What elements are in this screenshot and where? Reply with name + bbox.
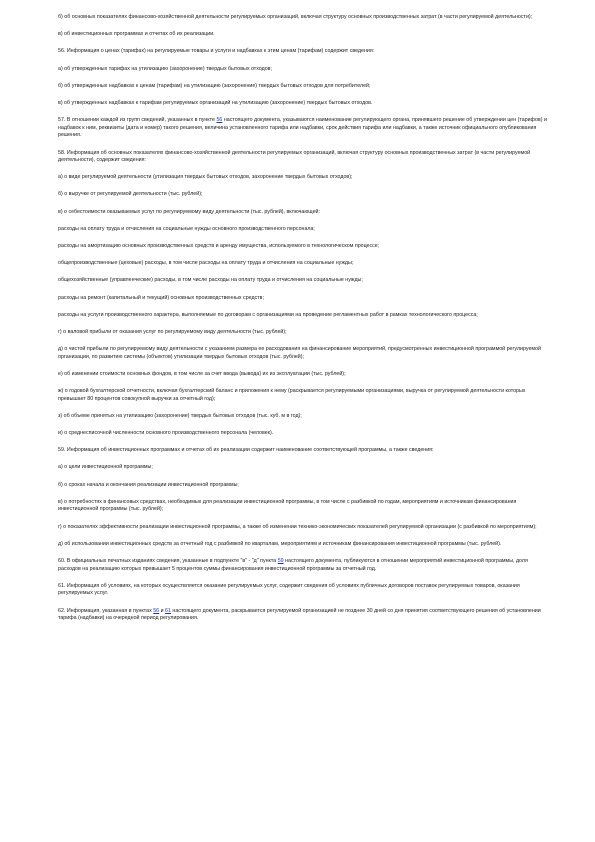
paragraph-58-v-4: общехозяйственные (управленческие) расходы, в том числе расходы на оплату труда и отчисления на социальные нужды; [58,277,363,284]
document-page [58,14,548,632]
paragraph-59-g: г) о показателях эффективности реализации инвестиционной программы, а также об изменении технико-экономических показателей регулируемой организации (с разбивкой по мероприятиям); [58,523,537,530]
paragraph-59-v: в) о потребностях в финансовых средствах, необходимых для реализации инвестиционной программы, в том числе с разбивкой по годам, мероприятиям и источникам финансирования инвестиционной программы (тыс. рублей); [58,498,517,513]
paragraph-56: 56. Информация о ценах (тарифах) на регулируемые товары и услуги и надбавках к этим ценам (тарифам) содержит сведения: [58,48,375,55]
link-item-56-b[interactable]: 56 [153,607,160,614]
paragraph-58-e: е) об изменении стоимости основных фондов, в том числе за счет ввода (вывода) их из эксплуатации (тыс. рублей); [58,370,346,377]
paragraph-59-a: а) о цели инвестиционной программы; [58,464,153,471]
paragraph-58-g: г) о валовой прибыли от оказания услуг по регулируемому виду деятельности (тыс. рублей); [58,328,287,335]
paragraph-58-i: и) о среднесписочной численности основного производственного персонала (человек). [58,430,274,437]
paragraph-58: 58. Информация об основных показателях финансово-хозяйственной деятельности регулируемых организаций, включая структуру основных производственных затрат (в части регулируемой деятельности), содержит сведения: [58,149,531,164]
paragraph-56-a: а) об утвержденных тарифах на утилизацию (захоронение) твердых бытовых отходов; [58,65,272,72]
paragraph-58-b: б) о выручке от регулируемой деятельности (тыс. рублей); [58,191,203,198]
paragraph-55-v: в) об инвестиционных программах и отчетах об их реализации. [58,31,215,38]
paragraph-58-v-1: расходы на оплату труда и отчисления на социальные нужды основного производственного персонала; [58,225,315,232]
paragraph-59-d: д) об использовании инвестиционных средств за отчетный год с разбивкой по кварталам, мероприятиям и источникам финансирования инвестиционной программы (тыс. рублей). [58,540,502,547]
paragraph-57: 57. В отношении каждой из групп сведений, указанных в пункте 56 настоящего документа, указываются наименование регулирующего органа, принявшего решение об утверждении цен (тарифов) и надбавок к ним, реквизиты (дата и номер) такого решения, величина установленного тарифа или надбавки, срок действия тарифа или надбавки, а также источник официального опубликования решения. [58,117,547,139]
paragraph-58-a: а) о виде регулируемой деятельности (утилизация твердых бытовых отходов, захоронение твердых бытовых отходов); [58,174,353,181]
paragraph-58-v-5: расходы на ремонт (капитальный и текущий) основных производственных средств; [58,294,264,301]
paragraph-58-zh: ж) о годовой бухгалтерской отчетности, включая бухгалтерский баланс и приложения к нему (раскрывается регулируемыми организациями, выручка от регулируемой деятельности которых превышает 80 процентов совокупной выручки за отчетный год); [58,388,526,402]
paragraph-58-v: в) о себестоимости оказываемых услуг по регулируемому виду деятельности (тыс. рублей), включающей: [58,208,320,215]
paragraph-55-b: б) об основных показателях финансово-хозяйственной деятельности регулируемых организаций, включая структуру основных производственных затрат (в части регулируемой деятельности); [58,14,533,20]
paragraph-59: 59. Информация об инвестиционных программах и отчетах об их реализации содержит наименование соответствующей программы, а также сведения: [58,447,434,454]
link-item-59[interactable]: 59 [277,558,284,564]
paragraph-58-v-6: расходы на услуги производственного характера, выполняемые по договорам с организациями на проведение регламентных работ в рамках технологического процесса; [58,311,478,318]
paragraph-58-v-2: расходы на амортизацию основных производственных средств и аренду имущества, используемого в технологическом процессе; [58,243,380,250]
paragraph-58-v-3: общепроизводственные (цеховые) расходы, в том числе расходы на оплату труда и отчисления на социальные нужды; [58,260,354,267]
link-item-56[interactable]: 56 [216,117,223,124]
paragraph-59-b: б) о сроках начала и окончания реализации инвестиционной программы; [58,481,239,488]
paragraph-60: 60. В официальных печатных изданиях сведения, указанные в подпункте "в" - "д" пункта 59 настоящего документа, публикуются в отношении мероприятий инвестиционной программы, доля расходов на реализацию которых превышает 5 процентов суммы финансирования инвестиционной программы за отчетный год. [58,558,528,572]
paragraph-56-v: в) об утвержденных надбавках к тарифам регулируемых организаций на утилизацию (захоронение) твердых бытовых отходов. [58,99,373,106]
paragraph-56-b: б) об утвержденных надбавках к ценам (тарифам) на утилизацию (захоронение) твердых бытовых отходов для потребителей; [58,82,371,89]
link-item-61[interactable]: 61 [165,607,171,614]
paragraph-61: 61. Информация об условиях, на которых осуществляется оказание регулируемых услуг, содержит сведения об условиях публичных договоров поставок регулируемых товаров, оказания регулируемых услуг. [58,582,520,597]
paragraph-58-d: д) о чистой прибыли по регулируемому виду деятельности с указанием размера ее расходования на финансирование мероприятий, предусмотренных инвестиционной программой регулируемой организации, по развитию системы (объектов) утилизации твердых бытовых отходов (тыс. рублей); [58,346,541,360]
paragraph-58-z: з) об объеме принятых на утилизацию (захоронение) твердых бытовых отходов (тыс. куб. м в год); [58,412,302,419]
paragraph-62: 62. Информация, указанная в пунктах 56 и 61 настоящего документа, раскрывается регулируемой организацией не позднее 30 дней со дня принятия соответствующего решения об установлении тарифа (надбавки) на очередной период регулирования. [58,607,541,622]
